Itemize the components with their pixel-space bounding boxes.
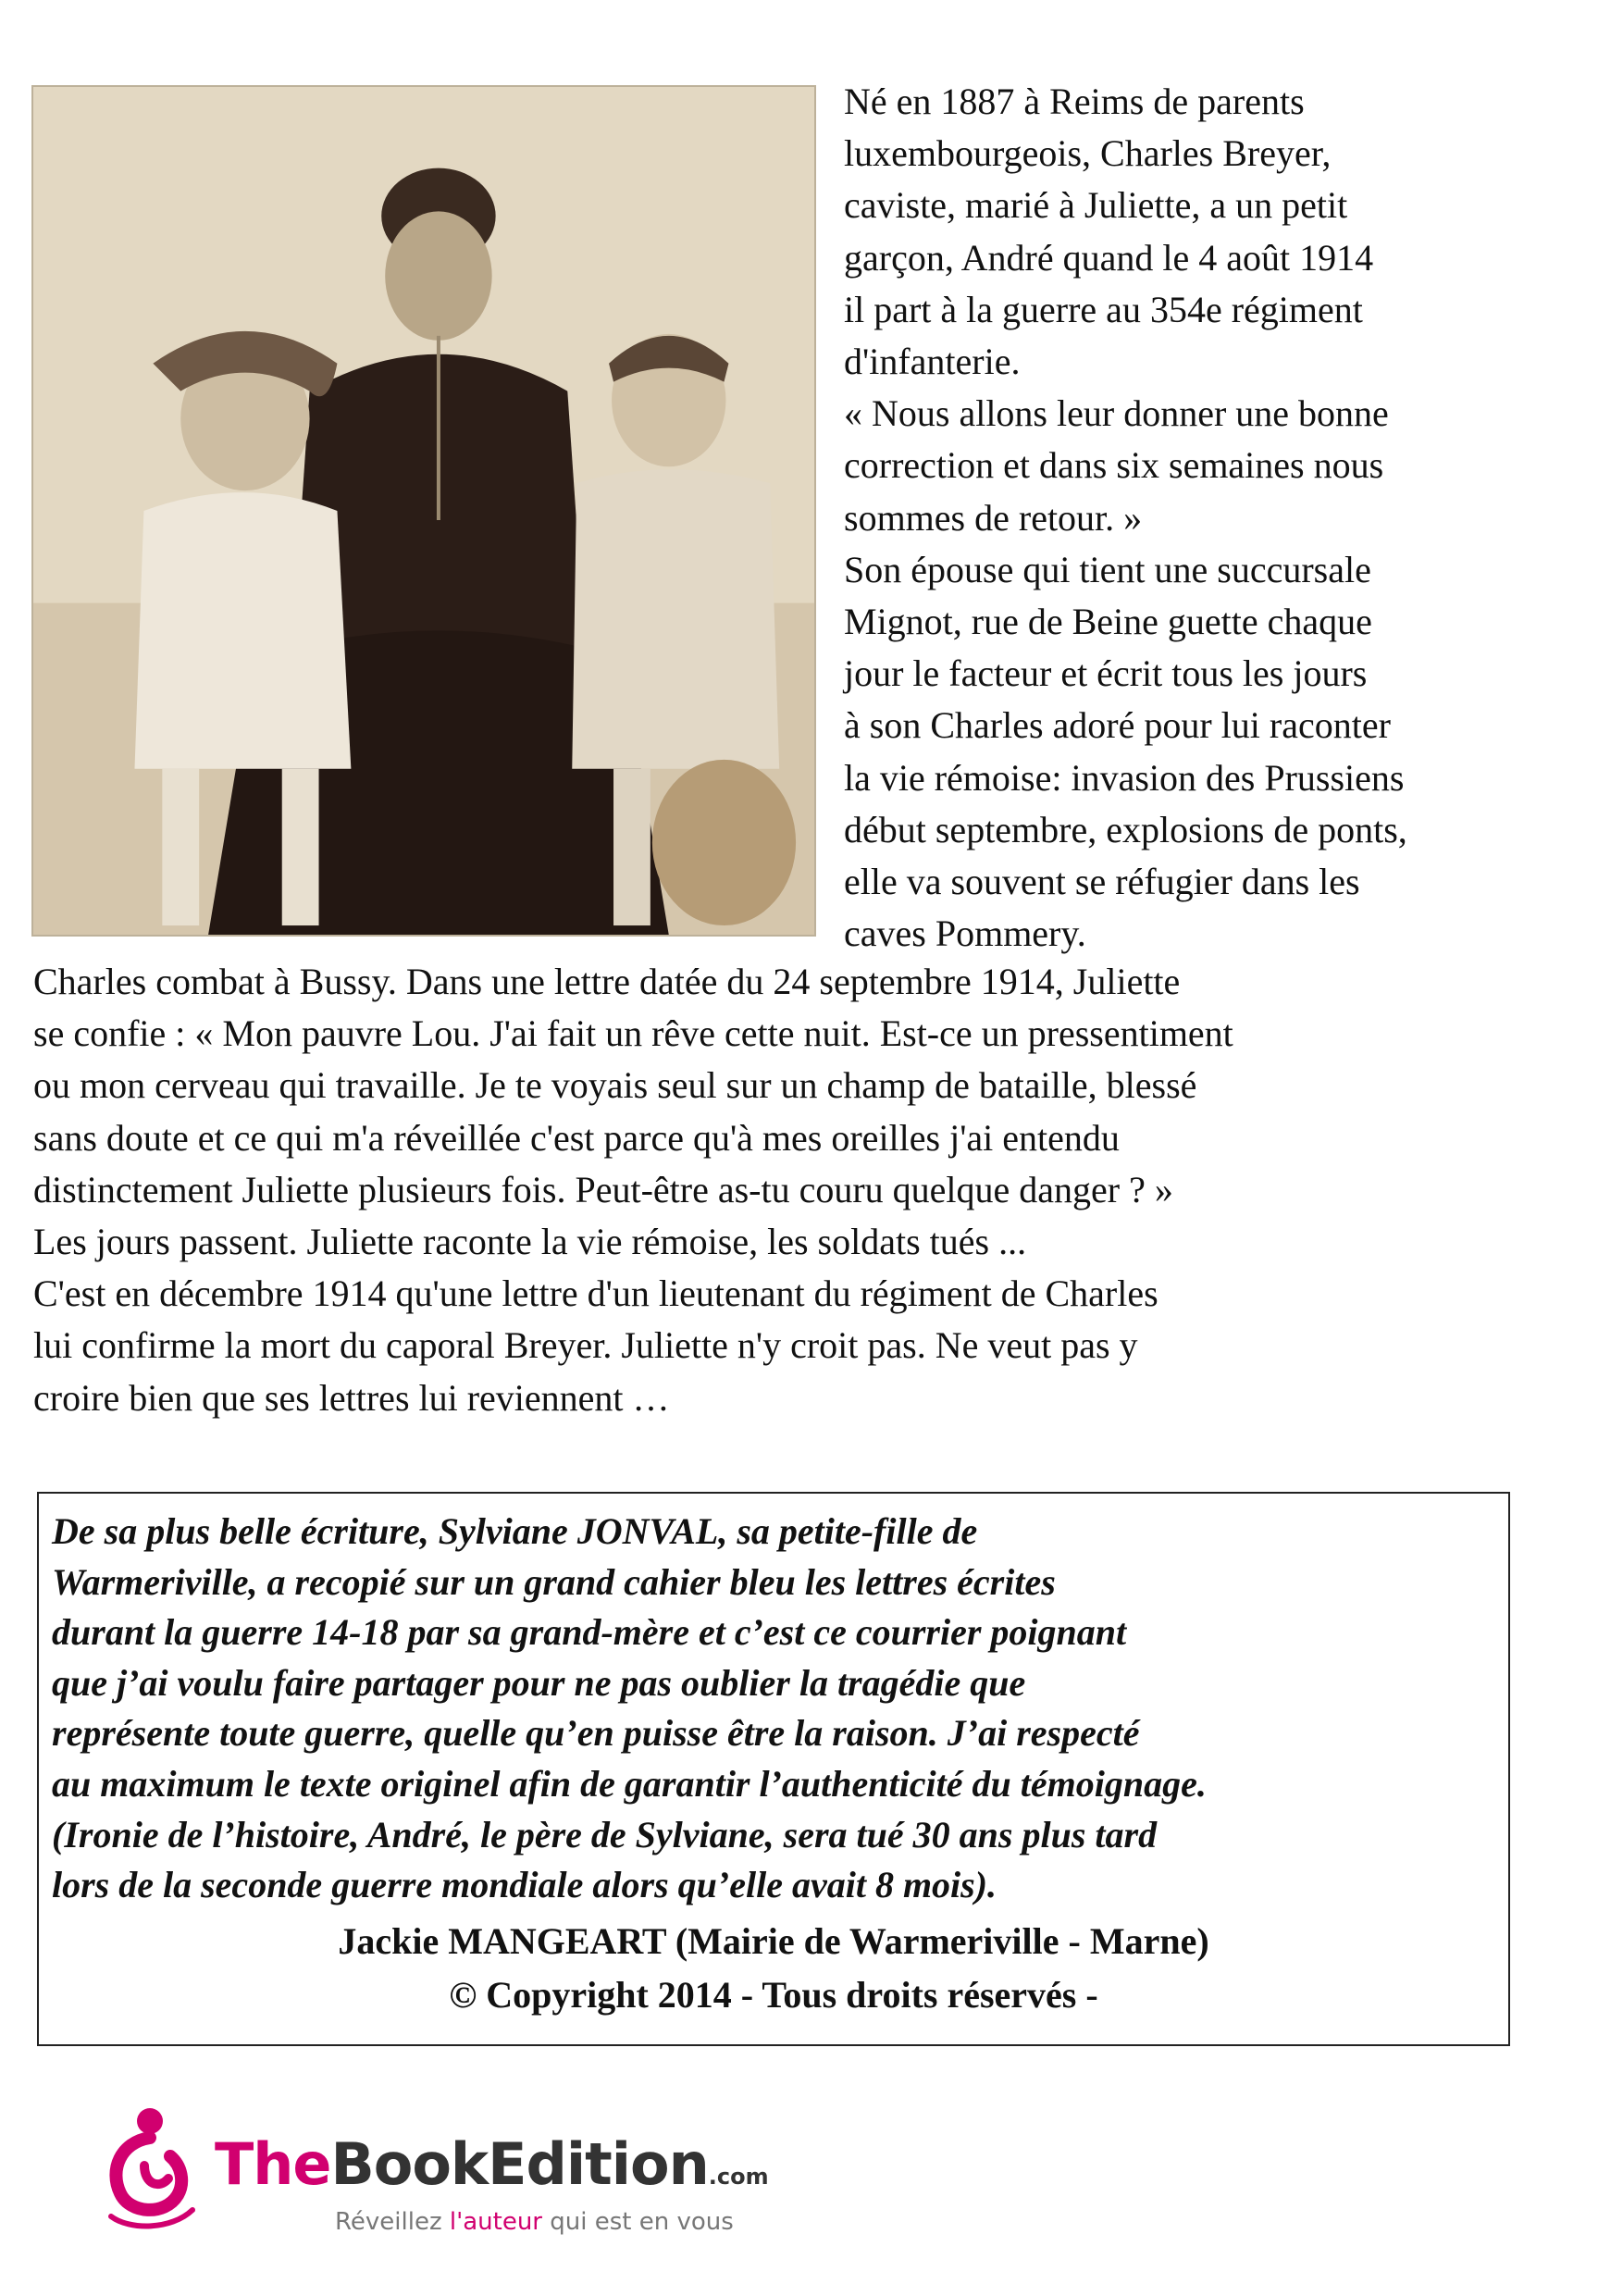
logo-wordmark [215, 2130, 769, 2198]
story-line: distinctement Juliette plusieurs fois. Peut-être as-tu couru quelque danger ? » [33, 1168, 1173, 1210]
intro-text [844, 76, 1584, 960]
intro-line: « Nous allons leur donner une bonne [844, 392, 1389, 435]
story-text [33, 956, 1597, 1424]
copyright-notice: © Copyright 2014 - Tous droits réservés - [449, 1974, 1098, 2016]
note-line: représente toute guerre, quelle qu’en puisse être la raison. J’ai respecté [52, 1712, 1140, 1755]
intro-line: luxembourgeois, Charles Breyer, [844, 132, 1332, 175]
intro-line: Son épouse qui tient une succursale [844, 548, 1371, 590]
story-line: lui confirme la mort du caporal Breyer. Juliette n'y croit pas. Ne veut pas y [33, 1324, 1138, 1367]
intro-line: elle va souvent se réfugier dans les [844, 861, 1360, 903]
author-note-text [52, 1507, 1207, 1911]
story-line: Les jours passent. Juliette raconte la vie rémoise, les soldats tués ... [33, 1221, 1027, 1263]
note-line: Warmeriville, a recopié sur un grand cahier bleu les lettres écrites [52, 1560, 1056, 1603]
logo-tagline [335, 2208, 734, 2236]
note-line: De sa plus belle écriture, Sylviane JONVAL, sa petite-fille de [52, 1510, 978, 1552]
note-line: au maximum le texte originel afin de garantir l’authenticité du témoignage. [52, 1762, 1207, 1805]
author-signature: Jackie MANGEART (Mairie de Warmeriville - Marne) [338, 1920, 1209, 1962]
story-line: croire bien que ses lettres lui reviennent … [33, 1376, 670, 1419]
intro-line: il part à la guerre au 354e régiment [844, 288, 1363, 330]
note-line: que j’ai voulu faire partager pour ne pas oublier la tragédie que [52, 1661, 1026, 1704]
author-note-box [37, 1492, 1510, 2046]
intro-line: caves Pommery. [844, 912, 1086, 955]
tagline-highlight: l'auteur [449, 2208, 542, 2236]
intro-line: à son Charles adoré pour lui raconter [844, 704, 1391, 747]
intro-line: sommes de retour. » [844, 496, 1143, 539]
intro-line: Mignot, rue de Beine guette chaque [844, 601, 1372, 643]
story-line: C'est en décembre 1914 qu'une lettre d'un lieutenant du régiment de Charles [33, 1272, 1158, 1315]
intro-line: d'infanterie. [844, 341, 1021, 383]
note-line: (Ironie de l’histoire, André, le père de Sylviane, sera tué 30 ans plus tard [52, 1813, 1158, 1855]
logo-word-book: BookEdition [330, 2130, 709, 2198]
story-line: Charles combat à Bussy. Dans une lettre datée du 24 septembre 1914, Juliette [33, 961, 1181, 1002]
tagline-start: Réveillez [335, 2208, 450, 2236]
intro-line: Né en 1887 à Reims de parents [844, 81, 1305, 122]
story-line: se confie : « Mon pauvre Lou. J'ai fait un rêve cette nuit. Est-ce un pressentiment [33, 1012, 1233, 1055]
intro-line: correction et dans six semaines nous [844, 444, 1384, 487]
story-line: sans doute et ce qui m'a réveillée c'est parce qu'à mes oreilles j'ai entendu [33, 1116, 1120, 1159]
logo-word-domain: .com [708, 2164, 769, 2190]
intro-line: début septembre, explosions de ponts, [844, 808, 1407, 850]
intro-line: caviste, marié à Juliette, a un petit [844, 184, 1348, 227]
intro-line: garçon, André quand le 4 août 1914 [844, 236, 1374, 279]
story-line: ou mon cerveau qui travaille. Je te voyais seul sur un champ de bataille, blessé [33, 1064, 1197, 1107]
note-line: durant la guerre 14-18 par sa grand-mère et c’est ce courrier poignant [52, 1611, 1127, 1654]
note-line: lors de la seconde guerre mondiale alors qu’elle avait 8 mois). [52, 1864, 997, 1906]
tagline-end: qui est en vous [542, 2208, 734, 2236]
family-portrait-photo [31, 85, 816, 937]
intro-line: jour le facteur et écrit tous les jours [844, 652, 1368, 695]
author-figure-icon [93, 2101, 204, 2240]
thebookedition-logo[interactable] [93, 2101, 833, 2240]
portrait-illustration [33, 87, 814, 935]
logo-word-the: The [215, 2130, 331, 2198]
intro-line: la vie rémoise: invasion des Prussiens [844, 756, 1405, 799]
